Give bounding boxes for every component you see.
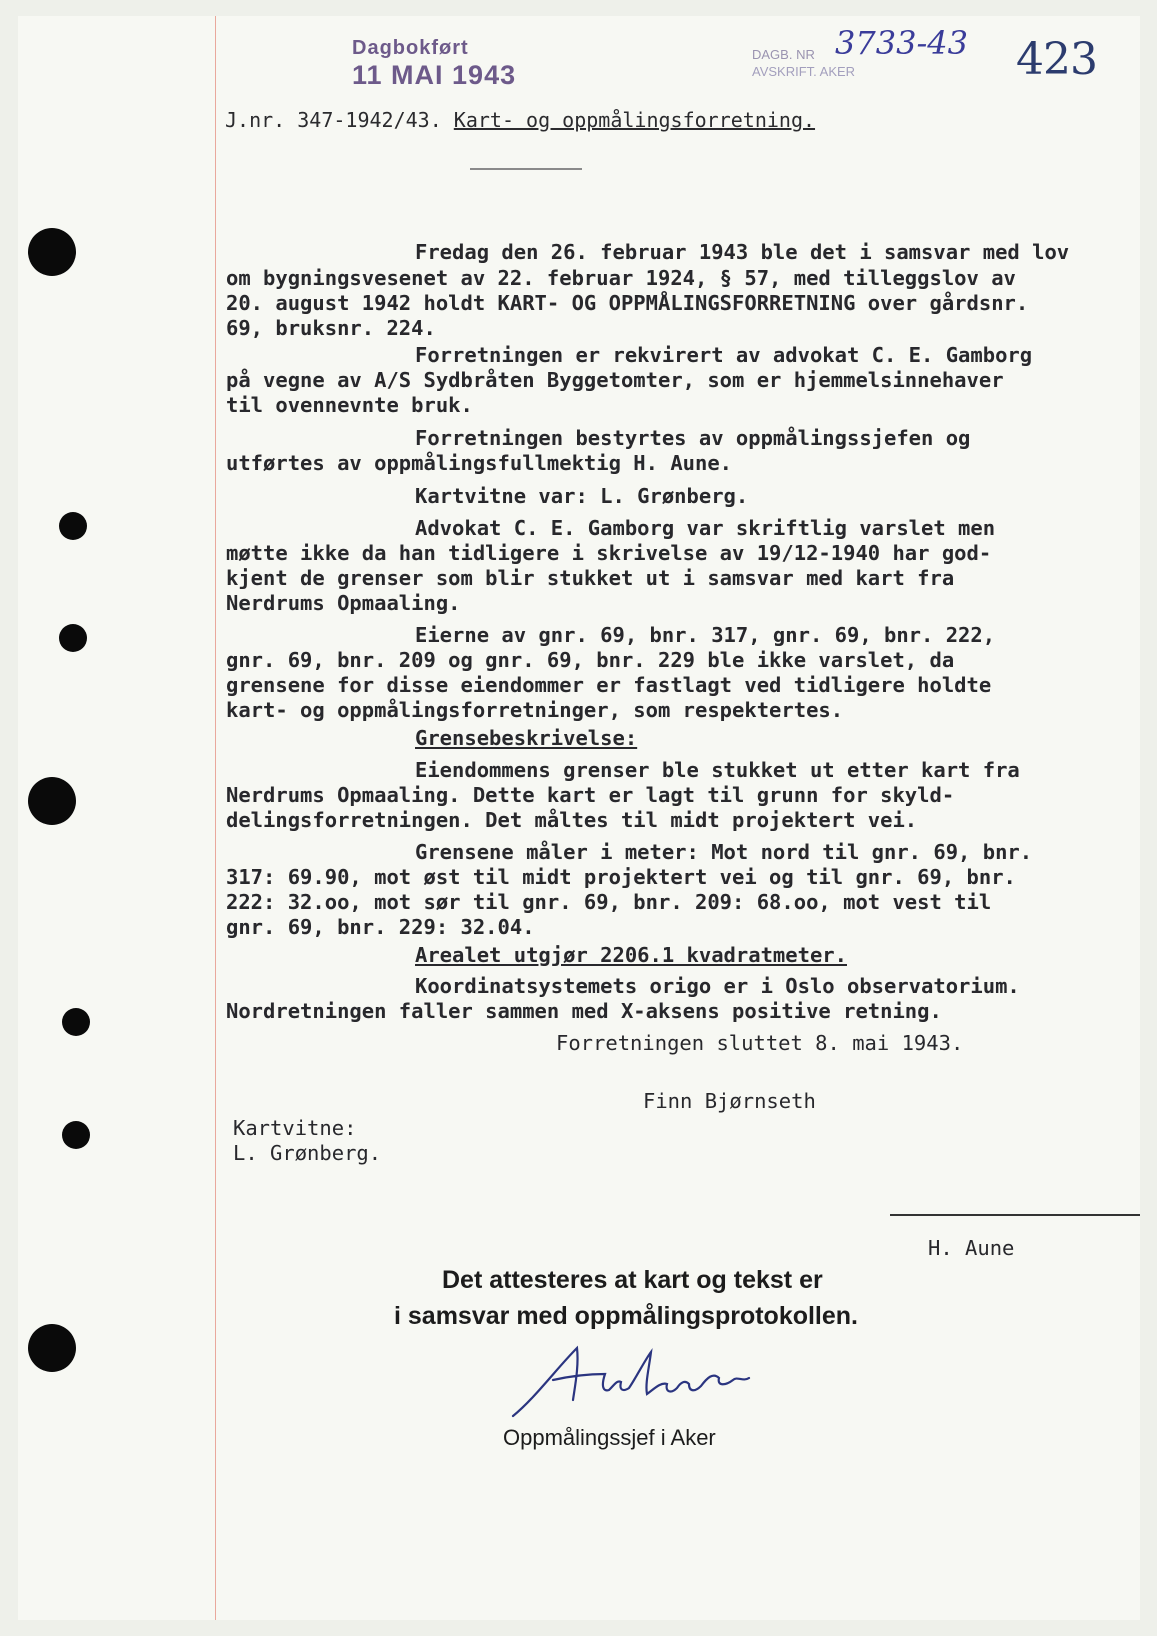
signature-finn-bjornseth: Finn Bjørnseth (643, 1089, 816, 1113)
punch-hole (28, 1324, 76, 1372)
punch-hole (62, 1008, 90, 1036)
body-line: Eiendommens grenser ble stukket ut etter kart fra (415, 758, 1020, 782)
divider (470, 168, 582, 170)
body-line: Eierne av gnr. 69, bnr. 317, gnr. 69, bnr. 222, (415, 623, 996, 647)
punch-hole (62, 1121, 90, 1149)
punch-hole (28, 228, 76, 276)
body-line: gnr. 69, bnr. 229: 32.04. (226, 915, 535, 939)
section-heading: Grensebeskrivelse: (415, 726, 638, 750)
body-line: 317: 69.90, mot øst til midt projektert vei og til gnr. 69, bnr. (226, 865, 1016, 889)
page-number: 423 (1016, 34, 1097, 85)
signature-rule (890, 1214, 1140, 1216)
dagb-nr-label: DAGB. NR (752, 47, 815, 62)
body-line: gnr. 69, bnr. 209 og gnr. 69, bnr. 229 ble ikke varslet, da (226, 648, 955, 672)
body-line: Fredag den 26. februar 1943 ble det i samsvar med lov (415, 240, 1070, 264)
body-line: Nerdrums Opmaaling. (226, 591, 461, 615)
body-line: møtte ikke da han tidligere i skrivelse av 19/12-1940 har god- (226, 541, 992, 565)
body-line: utførtes av oppmålingsfullmektig H. Aune. (226, 451, 733, 475)
body-line: Forretningen bestyrtes av oppmålingssjefen og (415, 426, 971, 450)
handwritten-journal-number: 3733-43 (835, 24, 968, 62)
body-line: Nordretningen faller sammen med X-aksens positive retning. (226, 999, 942, 1023)
body-line: 69, bruksnr. 224. (226, 316, 436, 340)
body-line: Nerdrums Opmaaling. Dette kart er lagt til grunn for skyld- (226, 783, 955, 807)
body-line: Advokat C. E. Gamborg var skriftlig varslet men (415, 516, 996, 540)
body-line: kart- og oppmålingsforretninger, som respektertes. (226, 698, 844, 722)
body-line: på vegne av A/S Sydbråten Byggetomter, som er hjemmelsinnehaver (226, 368, 1004, 392)
body-line: Koordinatsystemets origo er i Oslo observatorium. (415, 974, 1020, 998)
punch-hole (28, 777, 76, 825)
body-line: 222: 32.oo, mot sør til gnr. 69, bnr. 209: 68.oo, mot vest til (226, 890, 992, 914)
attestation-line-1: Det attesteres at kart og tekst er (442, 1266, 823, 1294)
body-line: kjent de grenser som blir stukket ut i samsvar med kart fra (226, 566, 955, 590)
dagbokfort-label: Dagbokført (352, 37, 469, 59)
body-line: Forretningen er rekvirert av advokat C. E. Gamborg (415, 343, 1033, 367)
closing-line: Forretningen sluttet 8. mai 1943. (556, 1031, 964, 1055)
avskrift-label: AVSKRIFT. AKER (752, 64, 856, 79)
signature-h-aune: H. Aune (928, 1236, 1015, 1260)
attestation-line-2: i samsvar med oppmålingsprotokollen. (394, 1302, 859, 1330)
document-title: Kart- og oppmålingsforretning. (453, 108, 816, 132)
journal-number: J.nr. 347-1942/43. (225, 108, 442, 132)
margin-line (215, 16, 216, 1620)
stamp-date: 11 MAI 1943 (352, 60, 517, 90)
body-line: til ovennevnte bruk. (226, 393, 473, 417)
punch-hole (59, 624, 87, 652)
body-line: Kartvitne var: L. Grønberg. (415, 484, 749, 508)
body-line: delingsforretningen. Det måltes til midt projektert vei. (226, 808, 918, 832)
official-title: Oppmålingssjef i Aker (503, 1425, 716, 1450)
area-statement: Arealet utgjør 2206.1 kvadratmeter. (415, 943, 847, 967)
kartvitne-name: L. Grønberg. (233, 1141, 382, 1165)
document-header (225, 108, 815, 132)
punch-hole (59, 512, 87, 540)
body-line: 20. august 1942 holdt KART- OG OPPMÅLINGSFORRETNING over gårdsnr. (226, 291, 1029, 315)
body-line: om bygningsvesenet av 22. februar 1924, § 57, med tilleggslov av (226, 266, 1016, 290)
handwritten-signature (505, 1338, 755, 1428)
body-line: grensene for disse eiendommer er fastlagt ved tidligere holdte (226, 673, 992, 697)
body-line: Grensene måler i meter: Mot nord til gnr. 69, bnr. (415, 840, 1033, 864)
dagbokfort-stamp (352, 38, 516, 89)
kartvitne-label: Kartvitne: (233, 1116, 357, 1140)
